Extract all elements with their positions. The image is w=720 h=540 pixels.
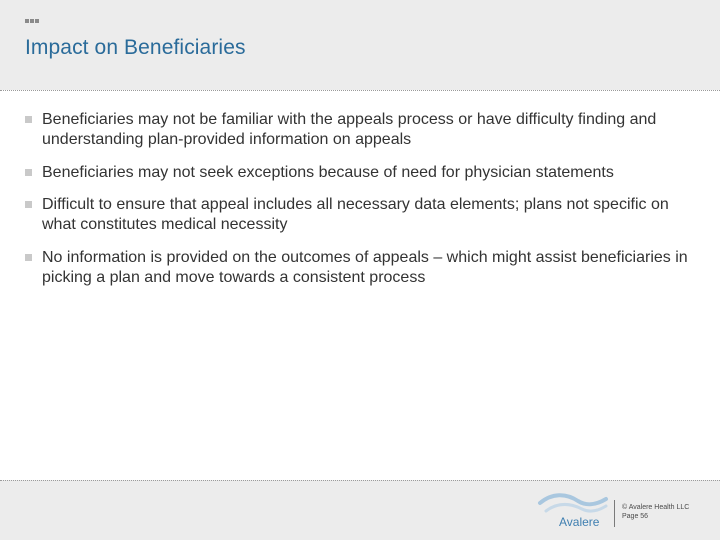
page-number: Page 56 [622,513,649,520]
company-logo [536,491,610,531]
logo-wordmark: Avalere [559,515,600,529]
avalere-waves-logo [536,491,610,517]
footer-vertical-divider [614,500,615,527]
square-bullet-icon [25,254,32,261]
bullet-text: Beneficiaries may not seek exceptions because of need for physician statements [42,164,614,181]
copyright-text: © Avalere Health LLC [622,504,690,511]
bullet-text: Difficult to ensure that appeal includes all necessary data elements; plans not specific on what constitutes medical necessity [42,196,669,233]
square-bullet-icon [25,169,32,176]
three-squares-icon [25,19,39,23]
header-divider [0,90,720,91]
footer-info [622,503,689,521]
footer-band [0,480,720,540]
bullet-text: Beneficiaries may not be familiar with the appeals process or have difficulty finding and understanding plan-provided information on appeals [42,111,657,148]
square-bullet-icon [25,116,32,123]
bullet-text: No information is provided on the outcomes of appeals – which might assist beneficiaries in picking a plan and move towards a consistent process [42,249,688,286]
footer-divider-line [0,480,720,481]
header-band [0,0,720,90]
page-title: Impact on Beneficiaries [25,36,246,59]
square-bullet-icon [25,201,32,208]
